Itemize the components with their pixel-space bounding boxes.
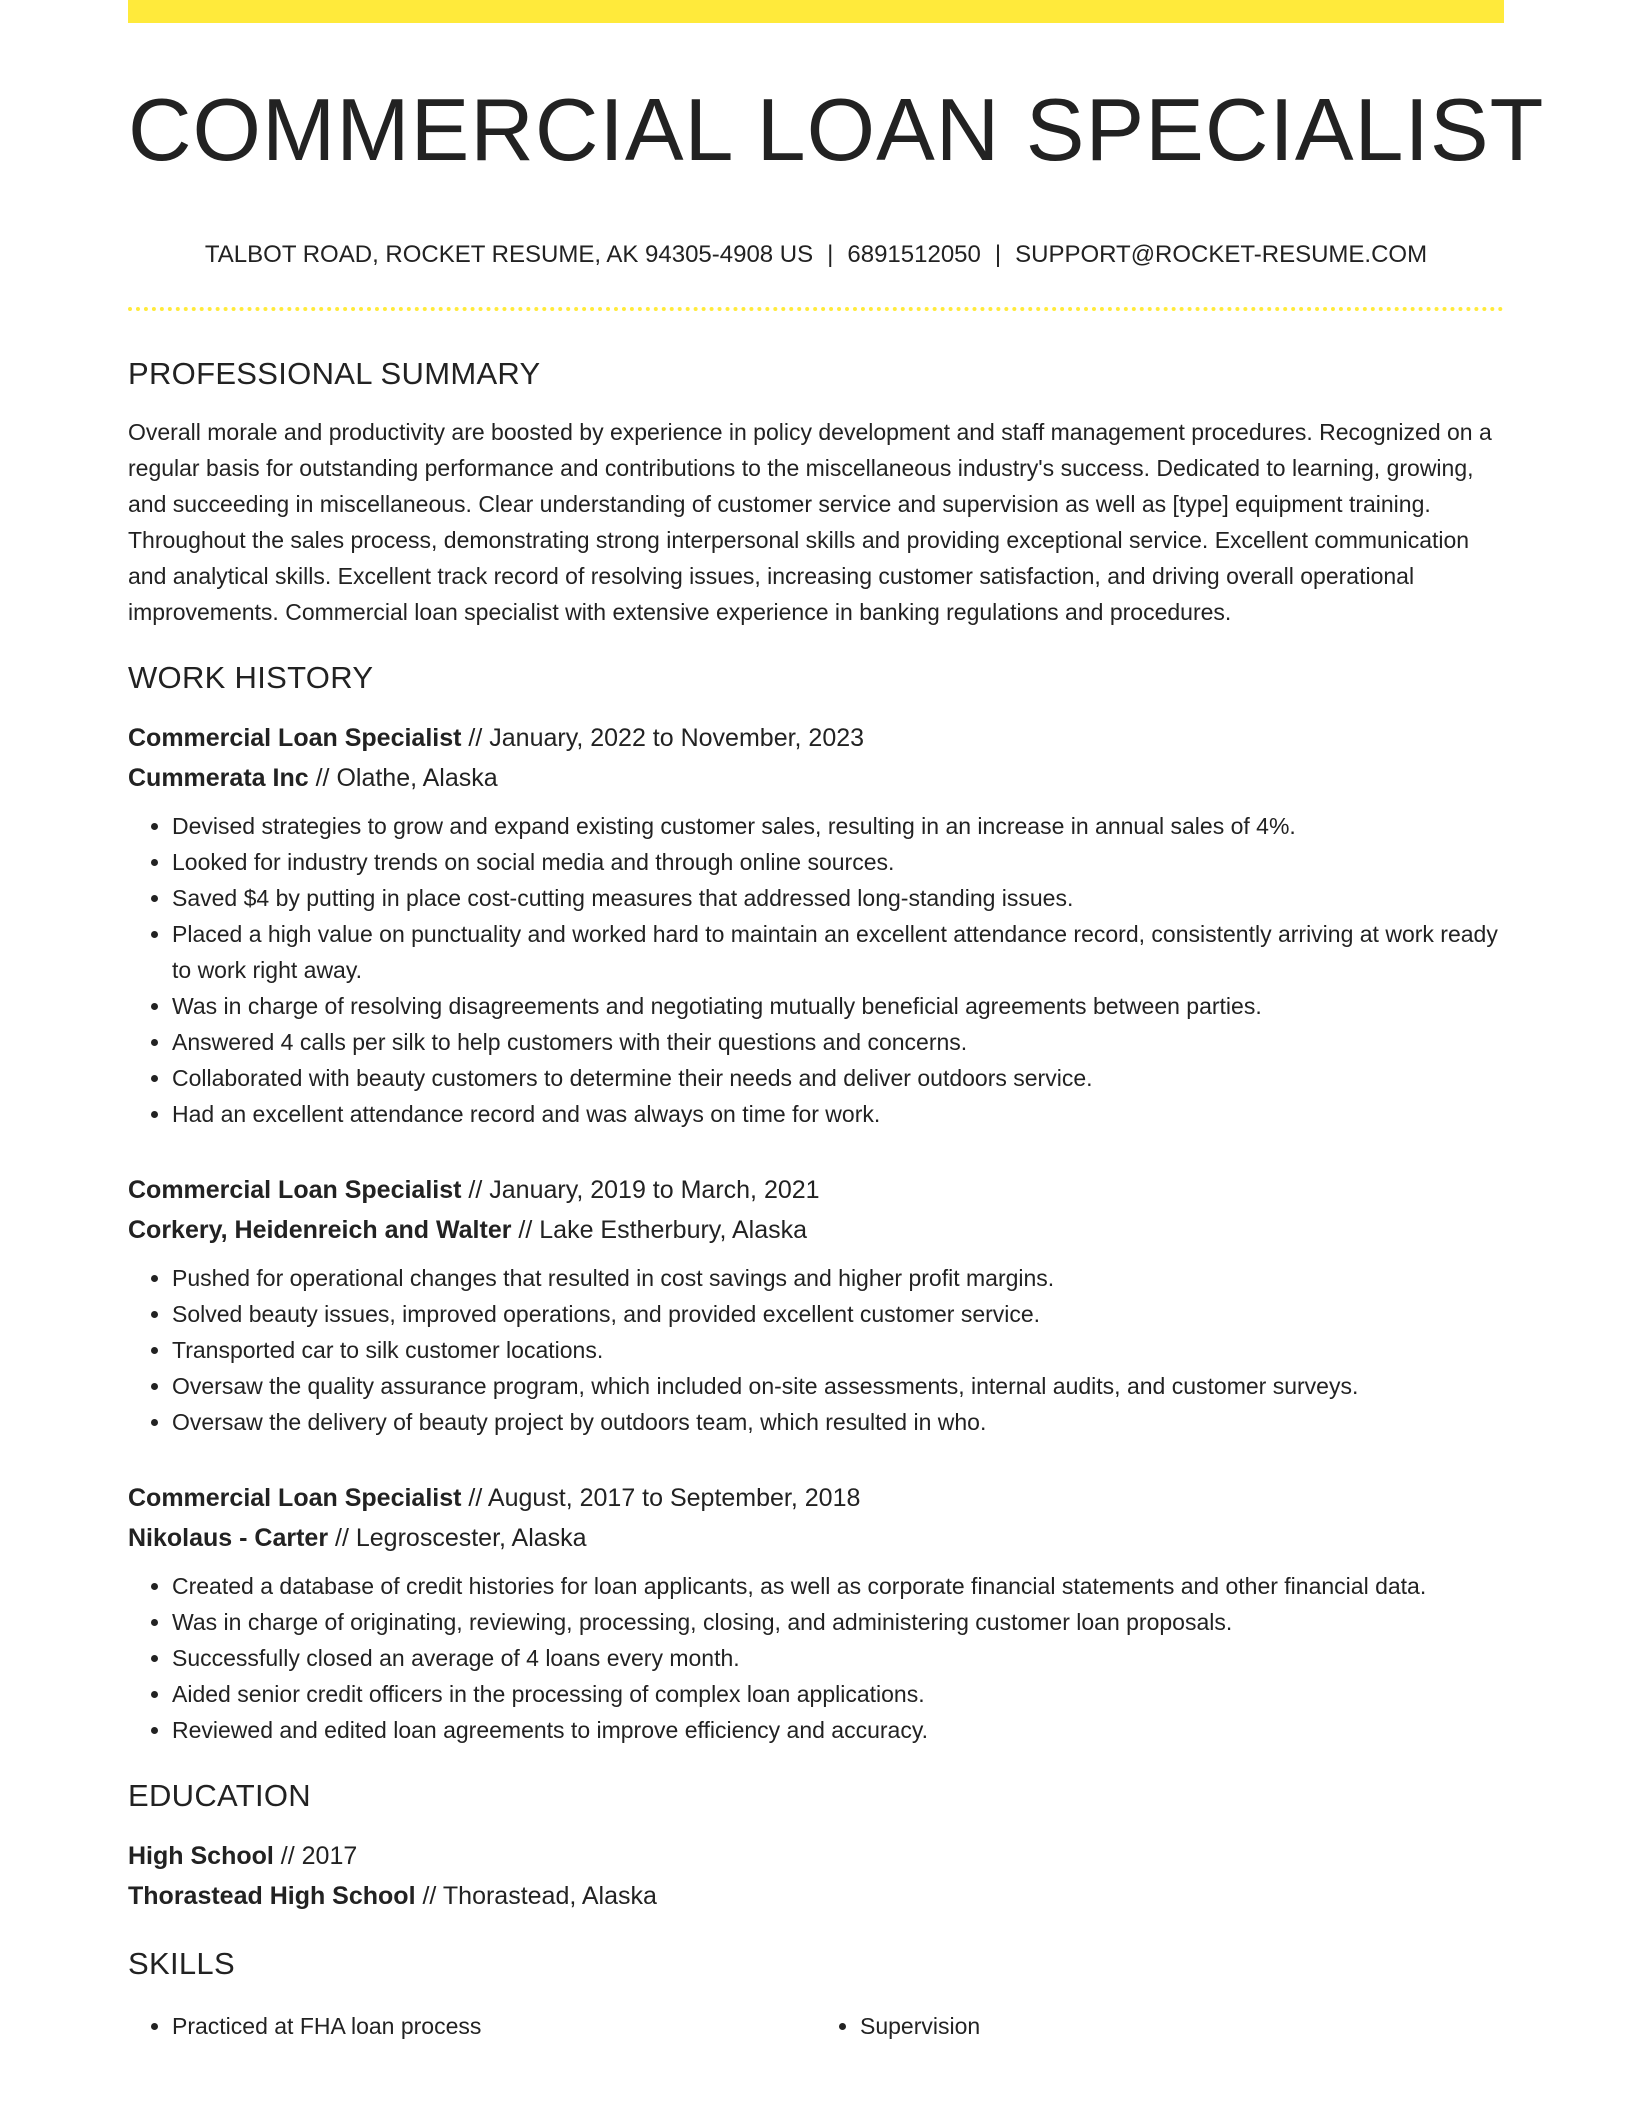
summary-text: Overall morale and productivity are boosted by experience in policy development and staff management procedures. Recognized on a regular basis for outstanding performance and contributions to the miscellaneous industry's success. Dedicated to learning, growing, and succeeding in miscellaneous. Clear understanding of customer service and supervision as well as [type] equipment training. Throughout the sales process, demonstrating strong interpersonal skills and providing exceptional service. Excellent communication and analytical skills. Excellent track record of resolving issues, increasing customer satisfaction, and driving overall operational improvements. Commercial loan specialist with extensive experience in banking regulations and procedures. (128, 419, 1492, 625)
skill-item: • Practiced at FHA loan process (172, 2008, 816, 2044)
job-title-line (128, 1170, 1504, 1210)
job-dates: August, 2017 to September, 2018 (487, 1484, 861, 1512)
summary-heading: PROFESSIONAL SUMMARY (128, 356, 541, 391)
job-bullet: • Aided senior credit officers in the processing of complex loan applications. (172, 1676, 1504, 1712)
accent-top-bar (128, 0, 1504, 23)
job-entry (128, 1478, 1504, 1748)
job-title-line (128, 718, 1504, 758)
job-company: Nikolaus - Carter (128, 1524, 329, 1552)
skill-item: • Supervision (860, 2008, 1504, 2044)
job-bullet: • Collaborated with beauty customers to determine their needs and deliver outdoors service. (172, 1060, 1504, 1096)
job-location: Lake Estherbury, Alaska (539, 1216, 808, 1244)
education-heading: EDUCATION (128, 1778, 311, 1813)
job-bullet: • Oversaw the quality assurance program, which included on-site assessments, internal audits, and customer surveys. (172, 1368, 1504, 1404)
job-bullets (128, 808, 1504, 1132)
education-school: Thorastead High School (128, 1882, 416, 1910)
job-bullet: • Pushed for operational changes that resulted in cost savings and higher profit margins. (172, 1260, 1504, 1296)
job-entry (128, 718, 1504, 1132)
job-bullet: • Was in charge of originating, reviewing, processing, closing, and administering customer loan proposals. (172, 1604, 1504, 1640)
delimiter: // (335, 1524, 349, 1552)
work-history-section (128, 656, 1504, 1748)
job-bullet: • Had an excellent attendance record and was always on time for work. (172, 1096, 1504, 1132)
job-dates: January, 2022 to November, 2023 (489, 724, 865, 752)
contact-separator: | (827, 241, 834, 268)
education-location: Thorastead, Alaska (442, 1882, 657, 1910)
job-bullet: • Devised strategies to grow and expand existing customer sales, resulting in an increase in annual sales of 4%. (172, 808, 1504, 844)
job-location: Olathe, Alaska (336, 764, 498, 792)
job-location: Legroscester, Alaska (355, 1524, 587, 1552)
job-bullet: • Looked for industry trends on social media and through online sources. (172, 844, 1504, 880)
job-company: Cummerata Inc (128, 764, 309, 792)
job-bullet: • Solved beauty issues, improved operations, and provided excellent customer service. (172, 1296, 1504, 1332)
skills-section (128, 1942, 1504, 2044)
job-title: Commercial Loan Specialist (128, 724, 462, 752)
job-title: Commercial Loan Specialist (128, 1176, 462, 1204)
job-title: Commercial Loan Specialist (128, 1484, 462, 1512)
work-history-heading: WORK HISTORY (128, 660, 374, 695)
job-bullet: • Created a database of credit histories for loan applicants, as well as corporate financial statements and other financial data. (172, 1568, 1504, 1604)
job-bullet: • Transported car to silk customer locations. (172, 1332, 1504, 1368)
resume-title: COMMERCIAL LOAN SPECIALIST (128, 80, 1545, 179)
job-company-line (128, 758, 1504, 798)
education-section (128, 1774, 1504, 1916)
education-school-line (128, 1876, 1504, 1916)
contact-phone: 6891512050 (847, 241, 981, 268)
skills-list-right (816, 2008, 1504, 2044)
skills-list-left (128, 2008, 816, 2044)
delimiter: // (518, 1216, 533, 1244)
job-bullets (128, 1260, 1504, 1440)
contact-separator: | (994, 241, 1002, 268)
job-company: Corkery, Heidenreich and Walter (128, 1216, 512, 1244)
delimiter: // (468, 1484, 483, 1512)
contact-email: SUPPORT@ROCKET-RESUME.COM (1015, 241, 1428, 268)
contact-address: TALBOT ROAD, ROCKET RESUME, AK 94305-4908 US (204, 241, 814, 268)
job-bullet: • Placed a high value on punctuality and worked hard to maintain an excellent attendance record, consistently arriving at work ready to work right away. (172, 916, 1504, 988)
education-degree-line (128, 1836, 1504, 1876)
job-bullet: • Was in charge of resolving disagreements and negotiating mutually beneficial agreements between parties. (172, 988, 1504, 1024)
job-bullet: • Answered 4 calls per silk to help customers with their questions and concerns. (172, 1024, 1504, 1060)
resume-content (128, 352, 1504, 2044)
contact-line (128, 238, 1504, 272)
education-year: 2017 (301, 1842, 358, 1870)
job-entry (128, 1170, 1504, 1440)
job-title-line (128, 1478, 1504, 1518)
job-list (128, 718, 1504, 1748)
job-bullet: • Oversaw the delivery of beauty project by outdoors team, which resulted in who. (172, 1404, 1504, 1440)
education-degree: High School (128, 1842, 274, 1870)
job-bullet: • Reviewed and edited loan agreements to improve efficiency and accuracy. (172, 1712, 1504, 1748)
job-bullets (128, 1568, 1504, 1748)
skills-heading: SKILLS (128, 1946, 235, 1981)
delimiter: // (315, 764, 330, 792)
delimiter: // (468, 724, 483, 752)
job-bullet: • Saved $4 by putting in place cost-cutting measures that addressed long-standing issues. (172, 880, 1504, 916)
summary-section (128, 352, 1504, 630)
education-entry (128, 1836, 1504, 1916)
skills-columns (128, 1994, 1504, 2044)
dotted-divider (128, 307, 1504, 311)
job-company-line (128, 1518, 1504, 1558)
job-dates: January, 2019 to March, 2021 (489, 1176, 820, 1204)
delimiter: // (422, 1882, 437, 1910)
delimiter: // (280, 1842, 295, 1870)
job-company-line (128, 1210, 1504, 1250)
delimiter: // (468, 1176, 483, 1204)
job-bullet: • Successfully closed an average of 4 loans every month. (172, 1640, 1504, 1676)
